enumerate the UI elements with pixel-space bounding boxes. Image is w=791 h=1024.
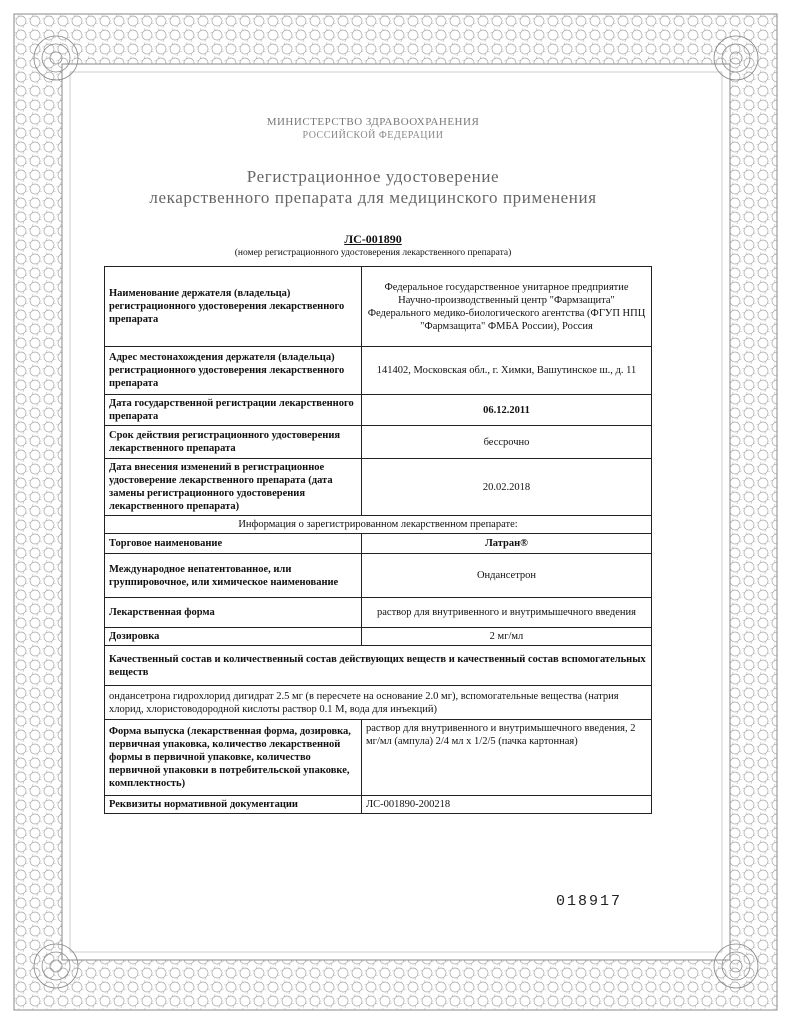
trade-name-value: Латран® xyxy=(362,534,652,554)
table-row xyxy=(105,720,652,796)
inn-label: Международное непатентованное, или группировочное, или химическое наименование xyxy=(105,554,362,598)
table-row xyxy=(105,628,652,646)
inn-value: Ондансетрон xyxy=(362,554,652,598)
validity-label: Срок действия регистрационного удостоверения лекарственного препарата xyxy=(105,426,362,459)
registration-date-label: Дата государственной регистрации лекарственного препарата xyxy=(105,395,362,426)
table-row xyxy=(105,459,652,516)
holder-address-label: Адрес местонахождения держателя (владельца) регистрационного удостоверения лекарственного препарата xyxy=(105,347,362,395)
dosage-value: 2 мг/мл xyxy=(362,628,652,646)
ministry-header xyxy=(88,116,658,142)
normative-docs-value: ЛС-001890-200218 xyxy=(362,796,652,814)
table-row xyxy=(105,554,652,598)
ministry-line-2: РОССИЙСКОЙ ФЕДЕРАЦИИ xyxy=(302,130,444,141)
holder-address-value: 141402, Московская обл., г. Химки, Вашутинское ш., д. 11 xyxy=(362,347,652,395)
normative-docs-label: Реквизиты нормативной документации xyxy=(105,796,362,814)
drug-info-section-title: Информация о зарегистрированном лекарственном препарате: xyxy=(105,516,652,534)
composition-label: Качественный состав и количественный состав действующих веществ и качественный состав вспомогательных веществ xyxy=(105,646,652,686)
table-row xyxy=(105,516,652,534)
ministry-line-1: МИНИСТЕРСТВО ЗДРАВООХРАНЕНИЯ xyxy=(266,116,480,128)
changes-date-value: 20.02.2018 xyxy=(362,459,652,516)
validity-value: бессрочно xyxy=(362,426,652,459)
holder-name-value: Федеральное государственное унитарное предприятие Научно-производственный центр "Фармзащита" Федерального медико-биологического агентства (ФГУП НПЦ "Фармзащита" ФМБА России), Россия xyxy=(362,267,652,347)
table-row xyxy=(105,686,652,720)
table-row xyxy=(105,646,652,686)
changes-date-label: Дата внесения изменений в регистрационное удостоверение лекарственного препарата (дата замены регистрационного удостоверения лекарственного препарата) xyxy=(105,459,362,516)
registration-number-caption: (номер регистрационного удостоверения лекарственного препарата) xyxy=(234,248,512,258)
release-form-label: Форма выпуска (лекарственная форма, дозировка, первичная упаковка, количество лекарственной формы в первичной упаковке, количество первичной упаковки в потребительской упаковке, комплектность) xyxy=(105,720,362,796)
dosage-form-value: раствор для внутривенного и внутримышечного введения xyxy=(362,598,652,628)
serial-number: 018917 xyxy=(556,893,623,910)
dosage-form-label: Лекарственная форма xyxy=(105,598,362,628)
table-row xyxy=(105,395,652,426)
dosage-label: Дозировка xyxy=(105,628,362,646)
certificate-table xyxy=(104,266,652,814)
table-row xyxy=(105,534,652,554)
certificate-content xyxy=(88,110,658,814)
document-title xyxy=(88,166,658,208)
registration-date-value: 06.12.2011 xyxy=(362,395,652,426)
release-form-value: раствор для внутривенного и внутримышечного введения, 2 мг/мл (ампула) 2/4 мл x 1/2/5 (пачка картонная) xyxy=(362,720,652,796)
table-row xyxy=(105,426,652,459)
title-line-1: Регистрационное удостоверение xyxy=(246,167,500,186)
table-row xyxy=(105,598,652,628)
registration-number: ЛС-001890 xyxy=(344,232,402,246)
table-row xyxy=(105,267,652,347)
holder-name-label: Наименование держателя (владельца) регистрационного удостоверения лекарственного препарата xyxy=(105,267,362,347)
table-row xyxy=(105,347,652,395)
trade-name-label: Торговое наименование xyxy=(105,534,362,554)
title-line-2: лекарственного препарата для медицинского применения xyxy=(149,188,597,207)
table-row xyxy=(105,796,652,814)
composition-value: ондансетрона гидрохлорид дигидрат 2.5 мг (в пересчете на основание 2.0 мг), вспомогательные вещества (натрия хлорид, хлористоводородной кислоты раствор 0.1 М, вода для инъекций) xyxy=(105,686,652,720)
